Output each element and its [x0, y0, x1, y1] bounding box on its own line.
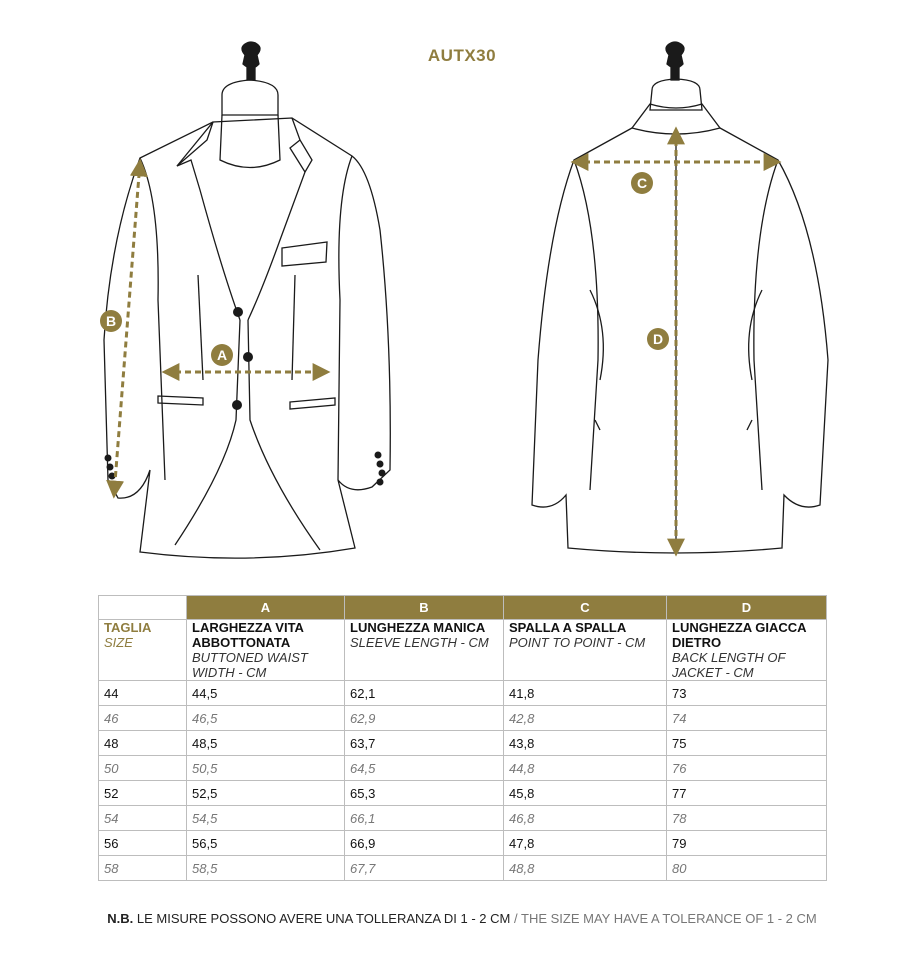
table-cell: 73 [667, 681, 827, 706]
table-row [99, 706, 827, 731]
front-jacket-drawing [104, 42, 390, 558]
table-cell: 46,8 [504, 806, 667, 831]
size-cell: 46 [99, 706, 187, 731]
note-english: THE SIZE MAY HAVE A TOLERANCE OF 1 - 2 CM [521, 911, 817, 926]
table-cell: 48,8 [504, 856, 667, 881]
table-row [99, 781, 827, 806]
table-cell: 44,5 [187, 681, 345, 706]
svg-text:C: C [636, 175, 648, 191]
table-row [99, 756, 827, 781]
table-cell: 78 [667, 806, 827, 831]
table-cell: 43,8 [504, 731, 667, 756]
table-cell: 50,5 [187, 756, 345, 781]
marker-a-badge [211, 344, 233, 366]
table-cell: 66,1 [345, 806, 504, 831]
table-cell: 41,8 [504, 681, 667, 706]
table-cell: 56,5 [187, 831, 345, 856]
svg-text:A: A [216, 347, 228, 363]
size-cell: 52 [99, 781, 187, 806]
waist-header-it: LARGHEZZA VITA ABBOTTONATA [192, 620, 304, 650]
table-cell: 75 [667, 731, 827, 756]
table-row [99, 856, 827, 881]
size-header [99, 620, 187, 681]
size-header-en: SIZE [104, 635, 133, 650]
table-cell: 67,7 [345, 856, 504, 881]
shoulder-header-en: POINT TO POINT - CM [509, 635, 646, 650]
model-title: AUTX30 [427, 46, 497, 65]
table-cell: 76 [667, 756, 827, 781]
table-cell: 66,9 [345, 831, 504, 856]
waist-header-en: BUTTONED WAIST WIDTH - CM [192, 650, 308, 680]
table-cell: 77 [667, 781, 827, 806]
table-cell: 45,8 [504, 781, 667, 806]
table-cell: 48,5 [187, 731, 345, 756]
note-separator: / [514, 911, 518, 926]
size-cell: 48 [99, 731, 187, 756]
size-cell: 50 [99, 756, 187, 781]
size-cell: 56 [99, 831, 187, 856]
svg-text:B: B [105, 313, 117, 329]
table-cell: 52,5 [187, 781, 345, 806]
sleeve-header-en: SLEEVE LENGTH - CM [350, 635, 489, 650]
shoulder-header [504, 620, 667, 681]
table-row [99, 806, 827, 831]
table-cell: 62,1 [345, 681, 504, 706]
sleeve-header-it: LUNGHEZZA MANICA [350, 620, 486, 635]
table-cell: 62,9 [345, 706, 504, 731]
marker-b-badge [100, 310, 122, 332]
column-b-header: B [345, 596, 504, 620]
table-cell: 64,5 [345, 756, 504, 781]
note-label: N.B. [107, 911, 134, 926]
size-cell: 58 [99, 856, 187, 881]
shoulder-header-it: SPALLA A SPALLA [509, 620, 627, 635]
table-corner [99, 596, 187, 620]
table-row [99, 831, 827, 856]
table-cell: 80 [667, 856, 827, 881]
tolerance-note [0, 911, 924, 926]
marker-c-badge [631, 172, 653, 194]
marker-d-badge [647, 328, 669, 350]
size-cell: 54 [99, 806, 187, 831]
back-length-header [667, 620, 827, 681]
column-d-header: D [667, 596, 827, 620]
waist-header [187, 620, 345, 681]
table-cell: 42,8 [504, 706, 667, 731]
table-row [99, 731, 827, 756]
column-c-header: C [504, 596, 667, 620]
size-table [98, 595, 827, 881]
table-cell: 74 [667, 706, 827, 731]
table-cell: 63,7 [345, 731, 504, 756]
column-a-header: A [187, 596, 345, 620]
table-cell: 65,3 [345, 781, 504, 806]
back-length-header-it: LUNGHEZZA GIACCA DIETRO [672, 620, 807, 650]
table-cell: 79 [667, 831, 827, 856]
svg-text:D: D [652, 331, 664, 347]
table-row [99, 681, 827, 706]
table-cell: 46,5 [187, 706, 345, 731]
back-length-header-en: BACK LENGTH OF JACKET - CM [672, 650, 786, 680]
table-cell: 54,5 [187, 806, 345, 831]
front-buttons [105, 307, 386, 489]
table-cell: 58,5 [187, 856, 345, 881]
size-header-it: TAGLIA [104, 620, 152, 635]
table-cell: 44,8 [504, 756, 667, 781]
back-jacket-drawing [532, 42, 828, 553]
note-italian: LE MISURE POSSONO AVERE UNA TOLLERANZA DI 1 - 2 CM [136, 911, 511, 926]
table-cell: 47,8 [504, 831, 667, 856]
size-cell: 44 [99, 681, 187, 706]
sleeve-header [345, 620, 504, 681]
